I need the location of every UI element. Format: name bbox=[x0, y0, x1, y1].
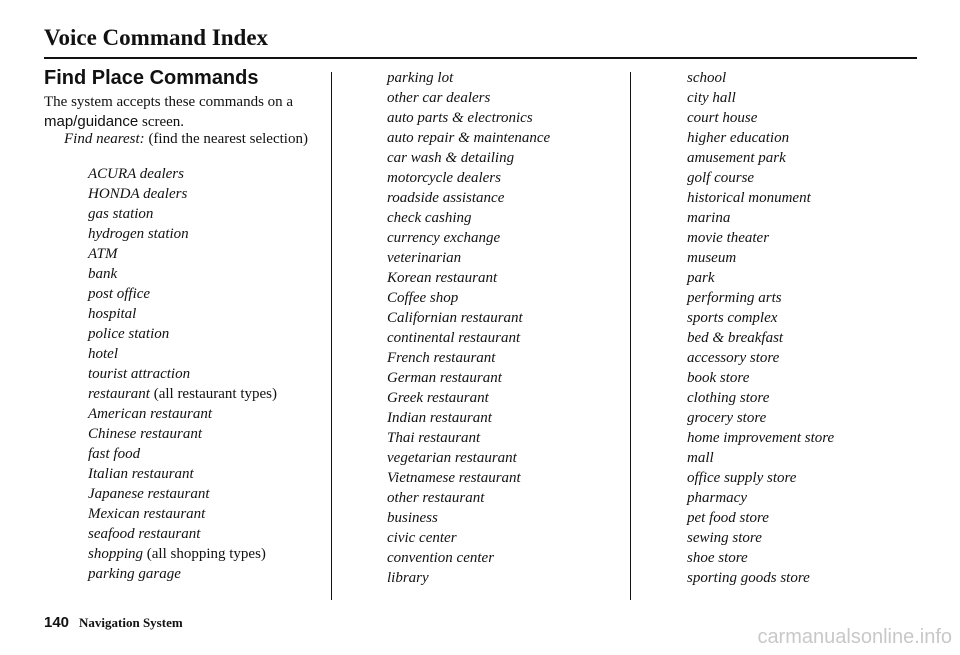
watermark: carmanualsonline.info bbox=[757, 626, 952, 648]
list-item: museum bbox=[687, 250, 737, 266]
list-item: shoe store bbox=[687, 550, 748, 566]
list-item: Chinese restaurant bbox=[88, 426, 203, 442]
list-item: veterinarian bbox=[387, 250, 462, 266]
list-item-note: (all shopping types) bbox=[146, 546, 266, 562]
list-item: auto parts & electronics bbox=[387, 110, 533, 126]
list-item: HONDA dealers bbox=[88, 186, 188, 202]
list-item: Thai restaurant bbox=[387, 430, 481, 446]
list-item: other restaurant bbox=[387, 490, 485, 506]
list-item: Korean restaurant bbox=[387, 270, 498, 286]
find-nearest-line bbox=[64, 129, 343, 149]
list-item: library bbox=[387, 570, 429, 586]
list-item: historical monument bbox=[687, 190, 811, 206]
list-item: French restaurant bbox=[387, 350, 496, 366]
list-item: tourist attraction bbox=[88, 366, 191, 382]
list-item: vegetarian restaurant bbox=[387, 450, 517, 466]
title-rule bbox=[44, 57, 917, 59]
list-item: auto repair & maintenance bbox=[387, 130, 551, 146]
list-item: city hall bbox=[687, 90, 736, 106]
list-item: court house bbox=[687, 110, 758, 126]
list-item: shopping (all shopping types) bbox=[88, 546, 266, 562]
page-footer bbox=[44, 614, 183, 632]
list-item: movie theater bbox=[687, 230, 770, 246]
list-item: business bbox=[387, 510, 438, 526]
list-item: car wash & detailing bbox=[387, 150, 515, 166]
list-item: Vietnamese restaurant bbox=[387, 470, 521, 486]
list-item: accessory store bbox=[687, 350, 780, 366]
list-item: ACURA dealers bbox=[88, 166, 184, 182]
column-divider bbox=[331, 72, 332, 600]
list-item: bed & breakfast bbox=[687, 330, 784, 346]
list-item: bank bbox=[88, 266, 118, 282]
list-item: book store bbox=[687, 370, 750, 386]
list-item: American restaurant bbox=[88, 406, 213, 422]
list-item: fast food bbox=[88, 446, 141, 462]
list-item: check cashing bbox=[387, 210, 472, 226]
list-item: clothing store bbox=[687, 390, 770, 406]
list-item: park bbox=[687, 270, 715, 286]
list-item: hydrogen station bbox=[88, 226, 189, 242]
command-list-column-2 bbox=[387, 68, 550, 588]
list-item: performing arts bbox=[687, 290, 782, 306]
list-item: school bbox=[687, 70, 727, 86]
page-title: Voice Command Index bbox=[44, 25, 269, 50]
list-item: pet food store bbox=[687, 510, 769, 526]
find-nearest-description: (find the nearest selection) bbox=[148, 131, 308, 147]
list-item: sports complex bbox=[687, 310, 778, 326]
list-item: Indian restaurant bbox=[387, 410, 492, 426]
list-item: home improvement store bbox=[687, 430, 835, 446]
list-item: hospital bbox=[88, 306, 137, 322]
intro-suffix: screen. bbox=[141, 114, 185, 130]
list-item: parking garage bbox=[88, 566, 181, 582]
list-item: convention center bbox=[387, 550, 495, 566]
list-item: office supply store bbox=[687, 470, 797, 486]
list-item: restaurant (all restaurant types) bbox=[88, 386, 277, 402]
intro-paragraph bbox=[44, 92, 329, 132]
intro-text: The system accepts these commands on a bbox=[44, 94, 294, 110]
list-item: golf course bbox=[687, 170, 755, 186]
list-item: pharmacy bbox=[687, 490, 747, 506]
section-heading: Find Place Commands bbox=[44, 67, 259, 89]
find-nearest-label: Find nearest: bbox=[64, 131, 145, 147]
list-item: hotel bbox=[88, 346, 118, 362]
intro-keyword: map/guidance bbox=[44, 113, 139, 130]
list-item: other car dealers bbox=[387, 90, 491, 106]
list-item: sporting goods store bbox=[687, 570, 810, 586]
column-divider bbox=[630, 72, 631, 600]
list-item: sewing store bbox=[687, 530, 762, 546]
list-item: post office bbox=[88, 286, 151, 302]
list-item: German restaurant bbox=[387, 370, 502, 386]
list-item: amusement park bbox=[687, 150, 786, 166]
list-item: motorcycle dealers bbox=[387, 170, 501, 186]
command-list-column-3 bbox=[687, 68, 834, 588]
list-item: Mexican restaurant bbox=[88, 506, 206, 522]
list-item: Greek restaurant bbox=[387, 390, 489, 406]
list-item-note: (all restaurant types) bbox=[153, 386, 277, 402]
list-item: currency exchange bbox=[387, 230, 501, 246]
footer-label: Navigation System bbox=[79, 615, 183, 630]
list-item: police station bbox=[88, 326, 170, 342]
list-item: Japanese restaurant bbox=[88, 486, 210, 502]
list-item: grocery store bbox=[687, 410, 767, 426]
list-item: Californian restaurant bbox=[387, 310, 523, 326]
list-item: gas station bbox=[88, 206, 154, 222]
list-item: parking lot bbox=[387, 70, 454, 86]
command-list-column-1 bbox=[88, 164, 277, 584]
list-item: Italian restaurant bbox=[88, 466, 194, 482]
list-item: continental restaurant bbox=[387, 330, 521, 346]
list-item: higher education bbox=[687, 130, 790, 146]
list-item: mall bbox=[687, 450, 714, 466]
list-item: seafood restaurant bbox=[88, 526, 201, 542]
page-number: 140 bbox=[44, 614, 70, 631]
list-item: civic center bbox=[387, 530, 457, 546]
list-item: marina bbox=[687, 210, 731, 226]
list-item: ATM bbox=[88, 246, 118, 262]
list-item: Coffee shop bbox=[387, 290, 459, 306]
list-item: roadside assistance bbox=[387, 190, 505, 206]
